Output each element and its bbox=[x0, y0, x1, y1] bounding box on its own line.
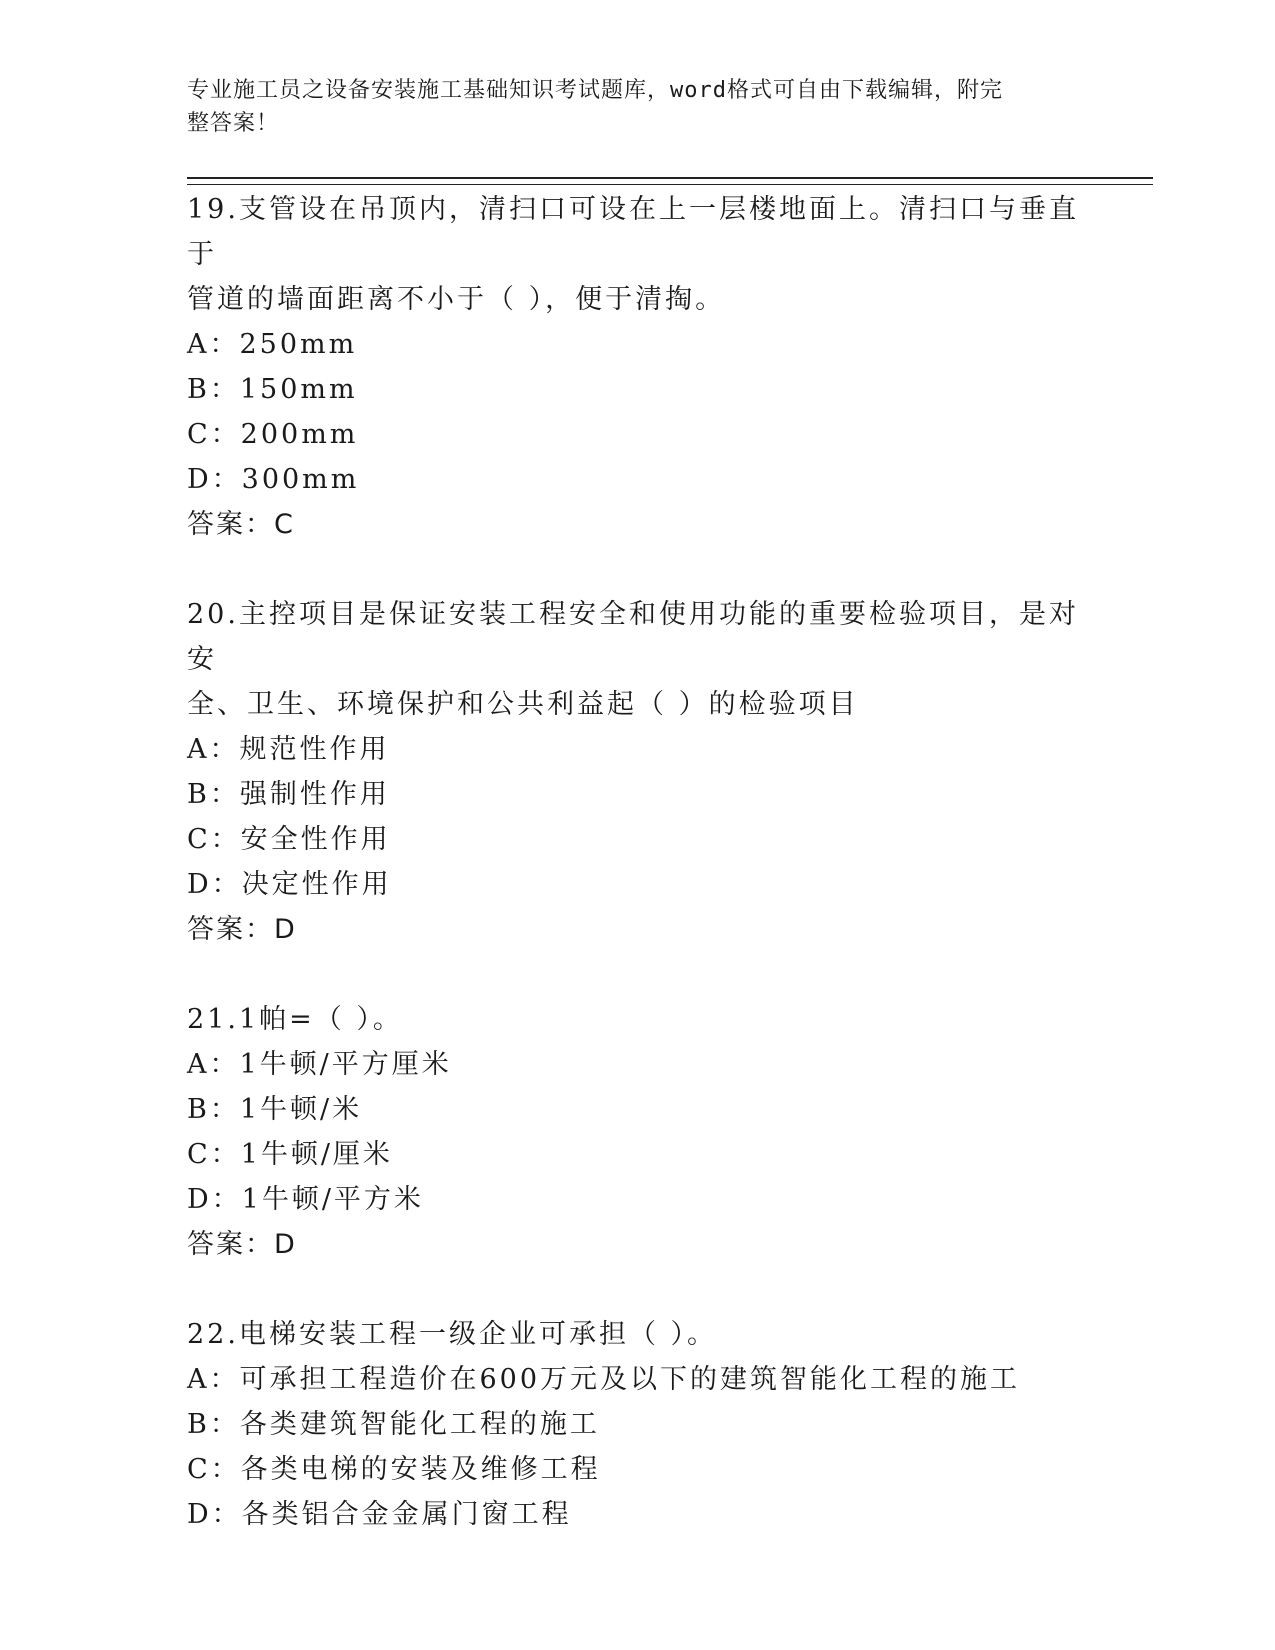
header-line-1: 专业施工员之设备安装施工基础知识考试题库，word格式可自由下载编辑，附完 bbox=[187, 78, 1003, 103]
question-stem-line: 19.支管设在吊顶内，清扫口可设在上一层楼地面上。清扫口与垂直于 bbox=[187, 194, 1079, 270]
option-d: D：各类铝合金金属门窗工程 bbox=[187, 1499, 572, 1530]
header-divider-thick bbox=[187, 177, 1153, 179]
question-20 bbox=[187, 592, 1087, 952]
question-stem-line: 22.电梯安装工程一级企业可承担（ ）。 bbox=[187, 1319, 718, 1350]
option-a: A：1牛顿/平方厘米 bbox=[187, 1049, 452, 1080]
option-d: D：300mm bbox=[187, 464, 360, 495]
header-line-2: 整答案！ bbox=[187, 111, 280, 136]
option-c: C：1牛顿/厘米 bbox=[187, 1139, 393, 1170]
option-d: D：1牛顿/平方米 bbox=[187, 1184, 424, 1215]
question-stem-line: 21.1帕=（ ）。 bbox=[187, 1004, 403, 1035]
option-c: C：200mm bbox=[187, 419, 359, 450]
question-list bbox=[187, 187, 1087, 1582]
question-21 bbox=[187, 997, 1087, 1267]
option-d: D：决定性作用 bbox=[187, 869, 392, 900]
question-22 bbox=[187, 1312, 1087, 1537]
answer-label: 答案：C bbox=[187, 509, 295, 540]
question-stem-line: 管道的墙面距离不小于（ ），便于清掏。 bbox=[187, 284, 726, 315]
header-divider-thin bbox=[187, 184, 1153, 185]
option-c: C：安全性作用 bbox=[187, 824, 391, 855]
option-a: A：250mm bbox=[187, 329, 358, 360]
question-stem-line: 全、卫生、环境保护和公共利益起（ ）的检验项目 bbox=[187, 689, 859, 720]
question-19 bbox=[187, 187, 1087, 547]
option-b: B：150mm bbox=[187, 374, 358, 405]
option-a: A：规范性作用 bbox=[187, 734, 390, 765]
option-b: B：各类建筑智能化工程的施工 bbox=[187, 1409, 600, 1440]
answer-label: 答案：D bbox=[187, 1229, 297, 1260]
answer-label: 答案：D bbox=[187, 914, 297, 945]
document-header bbox=[187, 74, 1067, 140]
option-a: A：可承担工程造价在600万元及以下的建筑智能化工程的施工 bbox=[187, 1364, 1021, 1395]
option-b: B：1牛顿/米 bbox=[187, 1094, 363, 1125]
question-stem-line: 20.主控项目是保证安装工程安全和使用功能的重要检验项目，是对安 bbox=[187, 599, 1079, 675]
option-b: B：强制性作用 bbox=[187, 779, 390, 810]
option-c: C：各类电梯的安装及维修工程 bbox=[187, 1454, 601, 1485]
